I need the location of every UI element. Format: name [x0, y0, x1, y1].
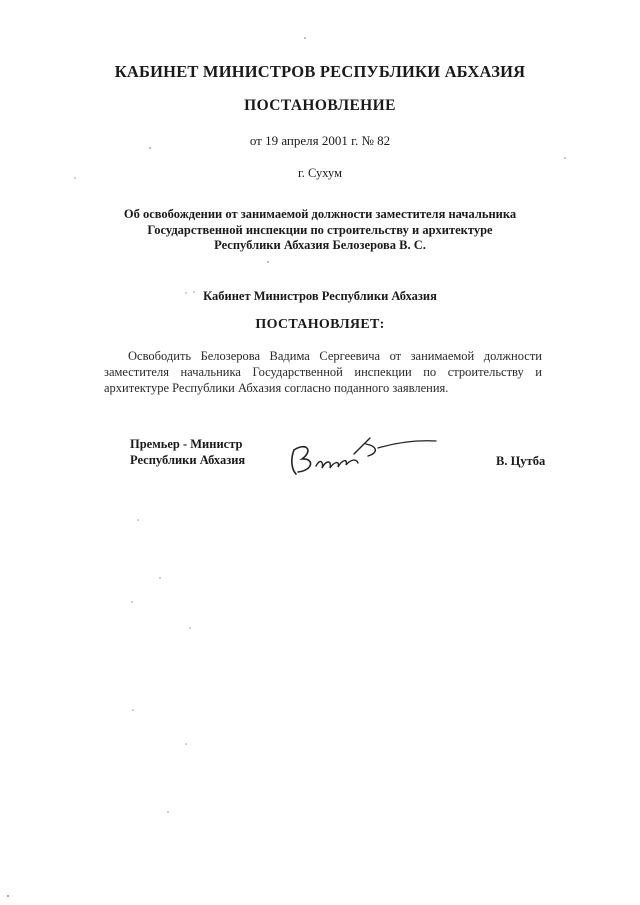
signatory-title-line: Премьер - Министр	[130, 437, 243, 451]
document-type-heading: ПОСТАНОВЛЕНИЕ	[244, 97, 396, 114]
decree-body: Освободить Белозерова Вадима Сергеевича от занимаемой должности заместителя начальника Государственной инспекции по строительству и архитектуре Республики Абхазия согласно поданного заявления.	[104, 349, 542, 395]
organization-heading: КАБИНЕТ МИНИСТРОВ РЕСПУБЛИКИ АБХАЗИЯ	[114, 62, 526, 81]
subject-line: Республики Абхазия Белозерова В. С.	[214, 238, 426, 252]
signatory-title-line: Республики Абхазия	[130, 453, 246, 467]
document-subject	[0, 207, 640, 254]
document-city: г. Сухум	[297, 166, 342, 180]
issuer-line: Кабинет Министров Республики Абхазия	[203, 289, 437, 303]
signatory-title	[130, 436, 245, 468]
handwritten-signature	[280, 432, 440, 482]
signatory-name: В. Цутба	[496, 454, 546, 468]
subject-line: Об освобождении от занимаемой должности заместителя начальника	[123, 207, 517, 221]
subject-line: Государственной инспекции по строительству и архитектуре	[147, 222, 493, 237]
document-date: от 19 апреля 2001 г. № 82	[249, 133, 391, 148]
decree-verb: ПОСТАНОВЛЯЕТ:	[255, 317, 385, 332]
